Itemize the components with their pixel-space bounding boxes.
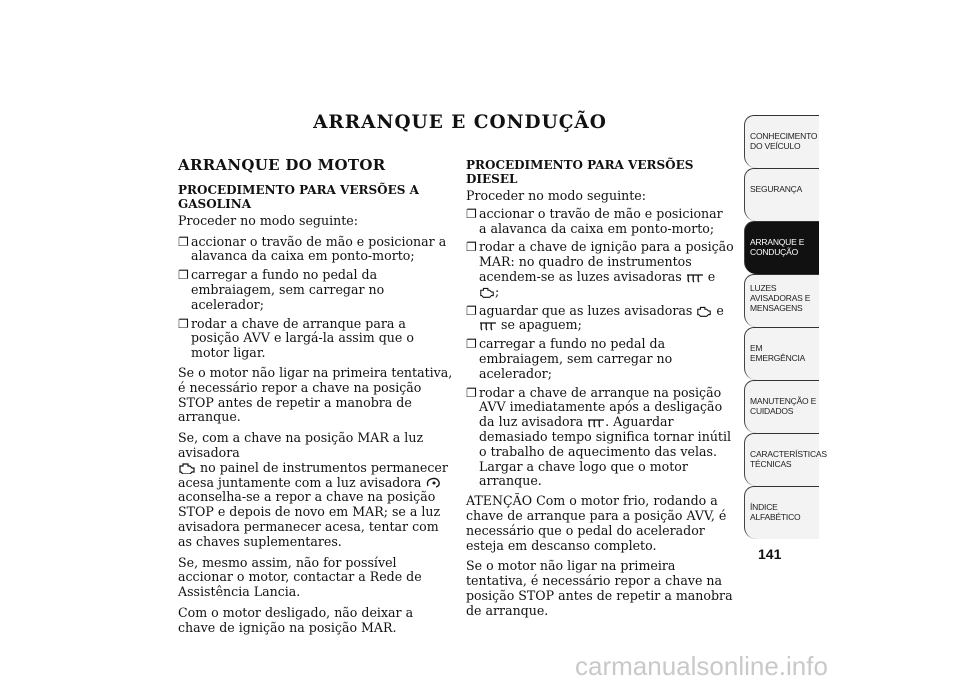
engine-warning-icon (479, 286, 495, 298)
list-item: ❐ aguardar que as luzes avisadoras e se apaguem; (466, 302, 724, 333)
checkbox-bullet-icon: ❐ (178, 316, 189, 331)
key-immobilizer-icon (425, 477, 441, 489)
watermark: carmanualsonline.info (575, 651, 828, 681)
checkbox-bullet-icon: ❐ (178, 234, 189, 249)
intro-text: Proceder no modo seguinte: (466, 188, 646, 203)
list-item: ❐ rodar a chave de arranque para a posição AVV e largá-la assim que o motor ligar. (178, 315, 414, 361)
paragraph-retry: Se o motor não ligar na primeira tentativa, é necessário repor a chave na posição STOP antes de repetir a manobra de arranque. (178, 364, 453, 425)
checkbox-bullet-icon: ❐ (178, 268, 189, 283)
tab-conhecimento[interactable]: CONHECIMENTO DO VEÍCULO (744, 115, 819, 168)
page-title: ARRANQUE E CONDUÇÃO (313, 112, 607, 133)
tab-seguranca[interactable]: SEGURANÇA (744, 168, 819, 221)
glow-plug-icon (587, 418, 605, 428)
engine-warning-icon (178, 462, 196, 474)
paragraph-key-off: Com o motor desligado, não deixar a chave de ignição na posição MAR. (178, 604, 414, 635)
paragraph-attention: ATENÇÃO Com o motor frio, rodando a chave de arranque para a posição AVV, é necessário que o pedal do acelerador esteja em descanso completo. (466, 493, 727, 553)
subsection-title-diesel: PROCEDIMENTO PARA VERSÕES DIESEL (466, 158, 694, 186)
list-item: ❐ accionar o travão de mão e posicionar a alavanca da caixa em ponto-morto; (466, 205, 723, 236)
glow-plug-icon (479, 321, 497, 331)
glow-plug-icon (686, 273, 704, 283)
tab-manutencao[interactable]: MANUTENÇÃO E CUIDADOS (744, 380, 819, 433)
right-column (466, 158, 734, 625)
page-number: 141 (758, 546, 782, 562)
intro-text: Proceder no modo seguinte: (178, 212, 358, 228)
paragraph-contact: Se, mesmo assim, não for possível accionar o motor, contactar a Rede de Assistência Lancia. (178, 554, 422, 600)
tab-indice[interactable]: ÍNDICE ALFABÉTICO (744, 486, 819, 539)
checkbox-bullet-icon: ❐ (466, 206, 477, 221)
petrol-steps-list (178, 235, 453, 361)
chapter-tabs (744, 115, 827, 539)
list-item: ❐ accionar o travão de mão e posicionar a alavanca da caixa em ponto-morto; (178, 233, 447, 264)
diesel-steps-list (466, 207, 734, 489)
paragraph-retry: Se o motor não ligar na primeira tentativa, é necessário repor a chave na posição STOP antes de repetir a manobra de arranque. (466, 558, 733, 618)
tab-luzes[interactable]: LUZES AVISADORAS E MENSAGENS (744, 274, 819, 327)
tab-caracteristicas[interactable]: CARACTERÍSTICAS TÉCNICAS (744, 433, 819, 486)
list-item: ❐ rodar a chave de arranque na posição AVV imediatamente após a desligação da luz avisadora . Aguardar demasiado tempo significa tornar inútil o trabalho de aquecimento das velas. Largar a chave logo que o motor arranque. (466, 384, 732, 489)
list-item: ❐ carregar a fundo no pedal da embraiagem, sem carregar no acelerador; (466, 336, 673, 381)
list-item: ❐ carregar a fundo no pedal da embraiagem, sem carregar no acelerador; (178, 267, 385, 312)
checkbox-bullet-icon: ❐ (466, 240, 477, 255)
section-title: ARRANQUE DO MOTOR (178, 156, 386, 174)
paragraph-warning-lights: Se, com a chave na posição MAR a luz avisadora no painel de instrumentos permanecer acesa juntamente com a luz avisadora aconselha-se a repor a chave na posição STOP e depois de novo em MAR; se a luz avisadora permanecer acesa, tentar com as chaves suplementares. (178, 430, 448, 549)
checkbox-bullet-icon: ❐ (466, 303, 477, 318)
tab-emergencia[interactable]: EM EMERGÊNCIA (744, 327, 819, 380)
tab-arranque[interactable]: ARRANQUE E CONDUÇÃO (744, 221, 819, 274)
list-item: ❐ rodar a chave de ignição para a posição MAR: no quadro de instrumentos acendem-se as luzes avisadoras e ; (466, 239, 734, 299)
checkbox-bullet-icon: ❐ (466, 337, 477, 352)
subsection-title-petrol: PROCEDIMENTO PARA VERSÕES A GASOLINA (178, 182, 419, 211)
checkbox-bullet-icon: ❐ (466, 385, 477, 400)
left-column (178, 158, 453, 642)
engine-warning-icon (696, 305, 712, 317)
